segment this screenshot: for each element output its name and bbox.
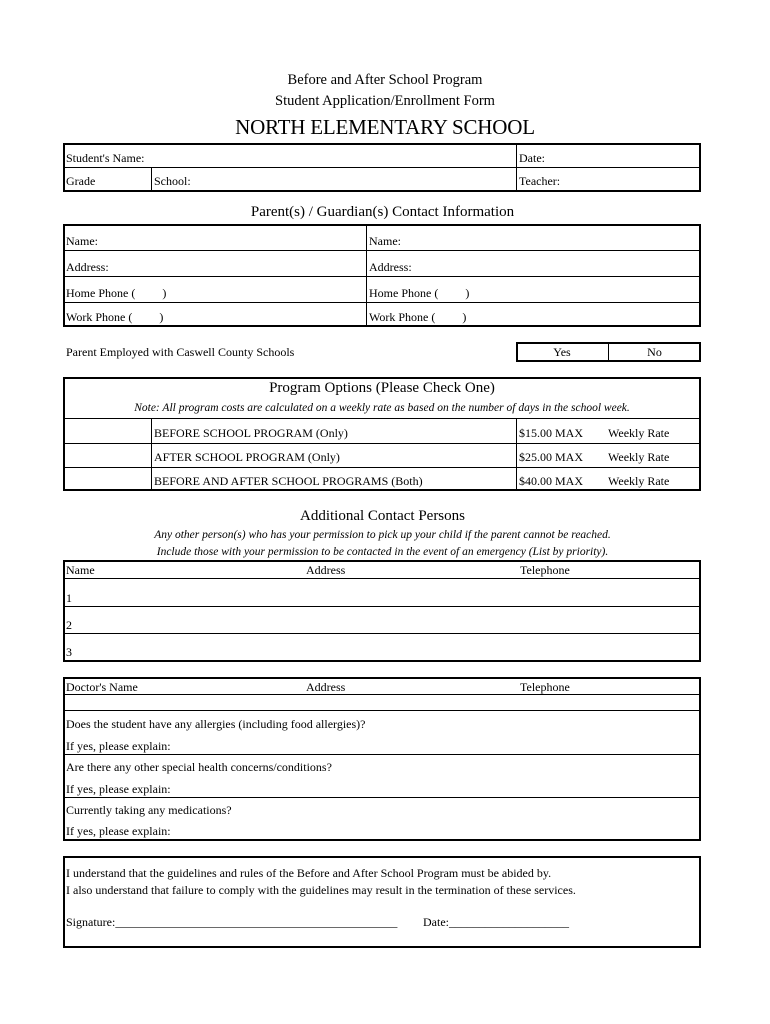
contact-row-2[interactable]: 2 [66,618,72,632]
divider [63,167,701,168]
program-options-title: Program Options (Please Check One) [269,380,495,396]
signature-date-field[interactable]: Date:____________________ [423,915,569,929]
both-programs-checkbox[interactable] [65,469,149,489]
option-price: $15.00 MAX [519,426,584,440]
option-rate: Weekly Rate [608,450,670,464]
option-rate: Weekly Rate [608,426,670,440]
contact-row-1[interactable]: 1 [66,591,72,605]
contacts-note-1: Any other person(s) who has your permission to pick up your child if the parent cannot be reached. [154,529,611,541]
medications-explain-field[interactable]: If yes, please explain: [66,824,171,838]
employment-question: Parent Employed with Caswell County Schools [66,345,295,359]
parent2-address-field[interactable]: Address: [369,260,412,274]
teacher-field[interactable]: Teacher: [519,174,561,188]
option-price: $25.00 MAX [519,450,584,464]
program-heading: Before and After School Program [287,72,483,88]
divider [63,754,701,755]
contacts-table [63,560,701,662]
divider [151,418,152,491]
contacts-section-title: Additional Contact Persons [300,508,465,524]
medications-question: Currently taking any medications? [66,803,232,817]
employment-no-checkbox[interactable]: No [647,345,662,359]
divider [516,418,517,491]
divider [63,606,701,607]
program-note: Note: All program costs are calculated on a weekly rate as based on the number of days in the school week. [134,402,630,414]
contacts-note-2: Include those with your permission to be contacted in the event of an emergency (List by priority). [156,546,609,558]
parent2-work-phone-field[interactable]: Work Phone ( ) [369,310,467,324]
student-name-field[interactable]: Student's Name: [66,151,145,165]
parents-section-title: Parent(s) / Guardian(s) Contact Information [250,204,515,220]
parent1-home-phone-field[interactable]: Home Phone ( ) [66,286,167,300]
health-explain-field[interactable]: If yes, please explain: [66,782,171,796]
column-header-name: Name [66,563,95,577]
parent1-name-field[interactable]: Name: [66,234,98,248]
parent2-home-phone-field[interactable]: Home Phone ( ) [369,286,470,300]
date-field[interactable]: Date: [519,151,545,165]
option-price: $40.00 MAX [519,474,584,488]
before-school-checkbox[interactable] [65,420,149,441]
health-question: Are there any other special health concerns/conditions? [66,760,332,774]
doctor-info-field[interactable] [65,696,699,709]
divider [63,710,701,711]
divider [63,694,701,695]
divider [151,167,152,192]
divider [516,143,517,192]
divider [63,302,701,303]
parent1-work-phone-field[interactable]: Work Phone ( ) [66,310,164,324]
agreement-line-2: I also understand that failure to comply with the guidelines may result in the termination of these services. [66,883,576,897]
option-name: BEFORE AND AFTER SCHOOL PROGRAMS (Both) [154,474,423,488]
grade-field[interactable]: Grade [66,174,96,188]
divider [63,418,701,419]
signature-field[interactable]: Signature:_______________________________________________ [66,915,398,929]
parent2-name-field[interactable]: Name: [369,234,401,248]
column-header-telephone: Telephone [520,680,570,694]
allergies-question: Does the student have any allergies (including food allergies)? [66,717,366,731]
parent1-address-field[interactable]: Address: [66,260,109,274]
column-header-telephone: Telephone [520,563,570,577]
divider [63,797,701,798]
column-header-address: Address [306,680,346,694]
agreement-line-1: I understand that the guidelines and rules of the Before and After School Program must be abided by. [66,866,552,880]
contact-row-3[interactable]: 3 [66,645,72,659]
school-title: NORTH ELEMENTARY SCHOOL [235,115,535,139]
allergies-explain-field[interactable]: If yes, please explain: [66,739,171,753]
school-field[interactable]: School: [154,174,191,188]
column-header-address: Address [306,563,346,577]
divider [63,578,701,579]
employment-yes-checkbox[interactable]: Yes [553,345,571,359]
divider [63,250,701,251]
option-rate: Weekly Rate [608,474,670,488]
after-school-checkbox[interactable] [65,445,149,465]
option-name: AFTER SCHOOL PROGRAM (Only) [154,450,340,464]
option-name: BEFORE SCHOOL PROGRAM (Only) [154,426,348,440]
divider [63,276,701,277]
divider [63,633,701,634]
divider [63,443,701,444]
divider [63,467,701,468]
form-heading: Student Application/Enrollment Form [275,93,495,109]
column-header-doctor: Doctor's Name [66,680,138,694]
